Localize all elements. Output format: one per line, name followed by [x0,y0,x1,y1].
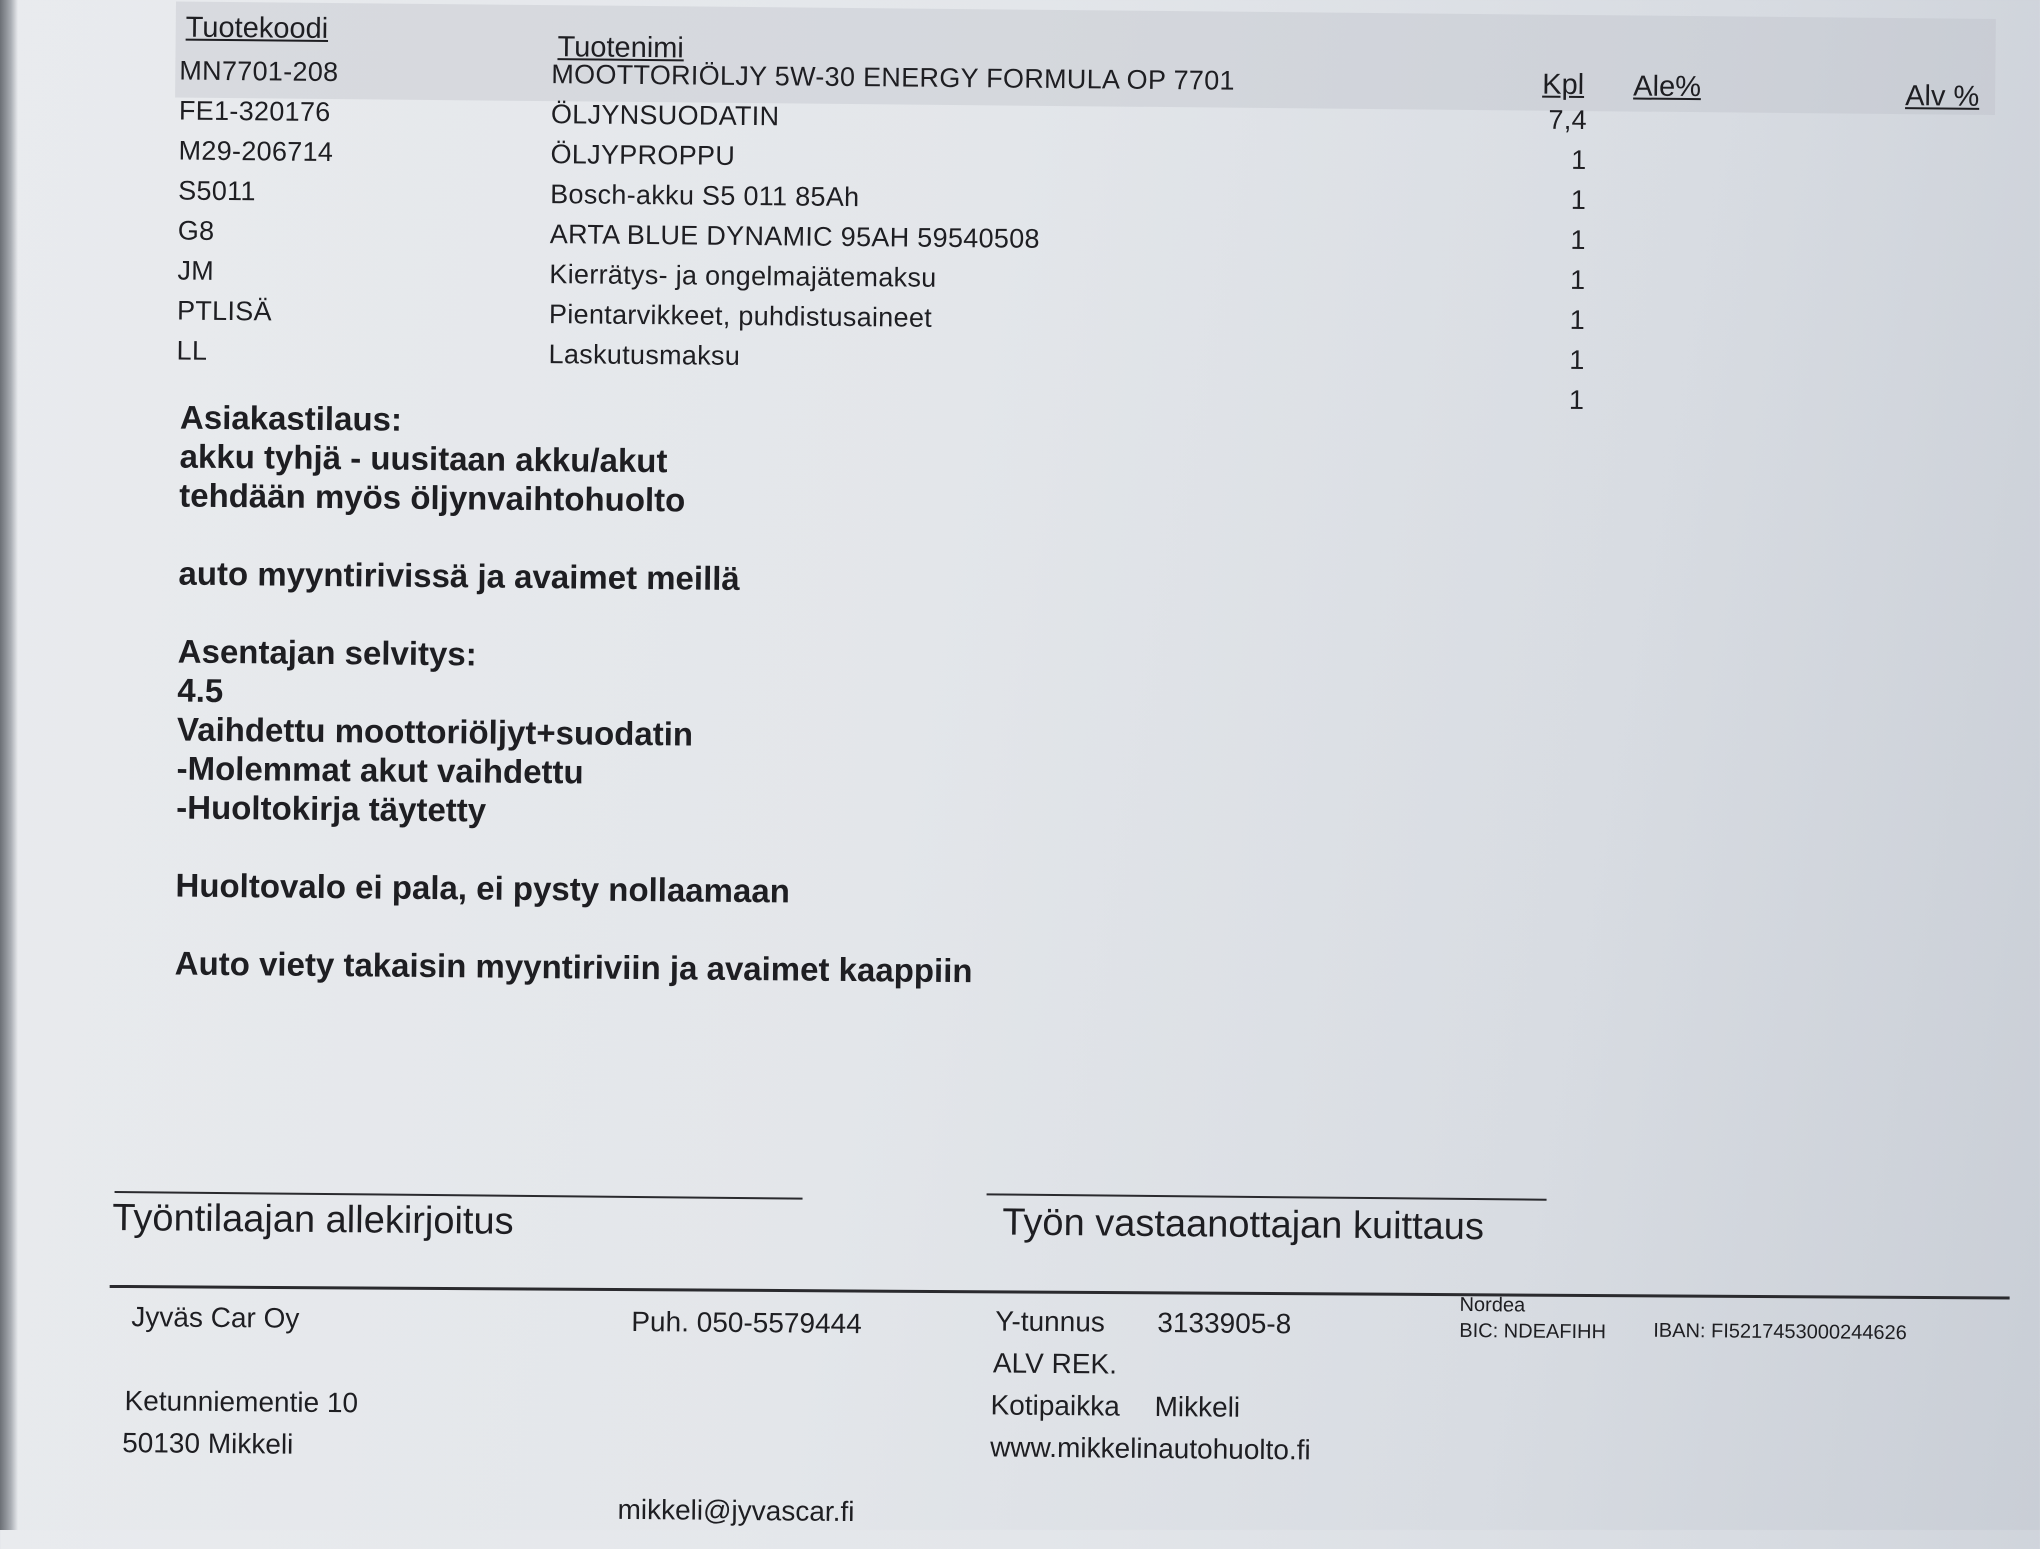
row-code: G8 [177,215,215,246]
customer-order-line: akku tyhjä - uusitaan akku/akut [179,437,668,480]
row-qty: 1 [1569,344,1585,376]
row-code: M29-206714 [178,135,334,168]
row-name: Kierrätys- ja ongelmajätemaksu [549,259,937,293]
receiver-signature-line [987,1193,1547,1200]
row-qty: 1 [1569,264,1586,296]
business-id: 3133905-8 [1157,1306,1292,1340]
company-name: Jyväs Car Oy [131,1301,300,1334]
row-name: Laskutusmaksu [548,339,741,371]
remark-line: Huoltovalo ei pala, ei pysty nollaamaan [175,866,791,910]
row-qty: 1 [1571,144,1587,176]
row-code: MN7701-208 [179,55,339,88]
row-qty: 1 [1569,304,1586,336]
company-street: Ketunniementie 10 [124,1385,359,1419]
header-vat: Alv % [1905,80,1980,113]
company-phone: Puh. 050-5579444 [631,1305,862,1340]
mechanic-report-line: 4.5 [177,671,224,710]
receiver-signature-label: Työn vastaanottajan kuittaus [1002,1201,1485,1249]
domicile: Mikkeli [1154,1390,1241,1423]
work-order-sheet [3,0,2040,1549]
customer-order-line: auto myyntirivissä ja avaimet meillä [178,554,740,597]
row-name: Bosch-akku S5 011 85Ah [550,179,860,213]
row-name: Pientarvikkeet, puhdistusaineet [548,299,933,333]
header-quantity: Kpl [1542,68,1585,102]
row-code: JM [177,255,215,286]
company-email: mikkeli@jyvascar.fi [617,1493,855,1528]
row-qty: 1 [1570,184,1587,216]
vat-registration: ALV REK. [992,1347,1118,1380]
mechanic-report-title: Asentajan selvitys: [177,632,477,673]
row-code: S5011 [178,175,256,207]
customer-order-title: Asiakastilaus: [179,398,403,438]
mechanic-report-line: -Huoltokirja täytetty [176,788,487,829]
row-code: LL [176,335,208,366]
customer-signature-label: Työntilaajan allekirjoitus [112,1196,514,1243]
row-qty: 7,4 [1548,104,1588,136]
footer-divider [110,1285,2010,1300]
row-qty: 1 [1570,224,1586,256]
remark-line: Auto viety takaisin myyntiriviin ja avaimet kaappiin [174,944,973,990]
company-website: www.mikkelinautohuolto.fi [990,1431,1311,1466]
bank-name: Nordea [1459,1293,1526,1317]
notes-section [175,398,978,991]
mechanic-report-line: Vaihdettu moottoriöljyt+suodatin [176,710,694,753]
row-name: ÖLJYPROPPU [550,139,736,171]
customer-order-line: tehdään myös öljynvaihtohuolto [179,476,686,519]
bank-bic: BIC: NDEAFIHH [1459,1319,1607,1344]
business-id-label: Y-tunnus [995,1305,1106,1338]
mechanic-report-line: -Molemmat akut vaihdettu [176,749,584,791]
row-code: PTLISÄ [176,295,273,327]
company-city: 50130 Mikkeli [122,1427,294,1460]
header-product-code: Tuotekoodi [185,11,329,45]
row-name: MOOTTORIÖLJY 5W-30 ENERGY FORMULA OP 7701 [551,59,1235,96]
header-discount: Ale% [1633,70,1702,104]
row-name: ARTA BLUE DYNAMIC 95AH 59540508 [549,219,1040,254]
header-product-name: Tuotenimi [557,31,684,65]
row-name: ÖLJYNSUODATIN [550,99,780,132]
domicile-label: Kotipaikka [990,1389,1120,1422]
bank-iban: IBAN: FI5217453000244626 [1653,1319,1907,1345]
row-code: FE1-320176 [178,95,331,128]
row-qty: 1 [1568,384,1585,416]
